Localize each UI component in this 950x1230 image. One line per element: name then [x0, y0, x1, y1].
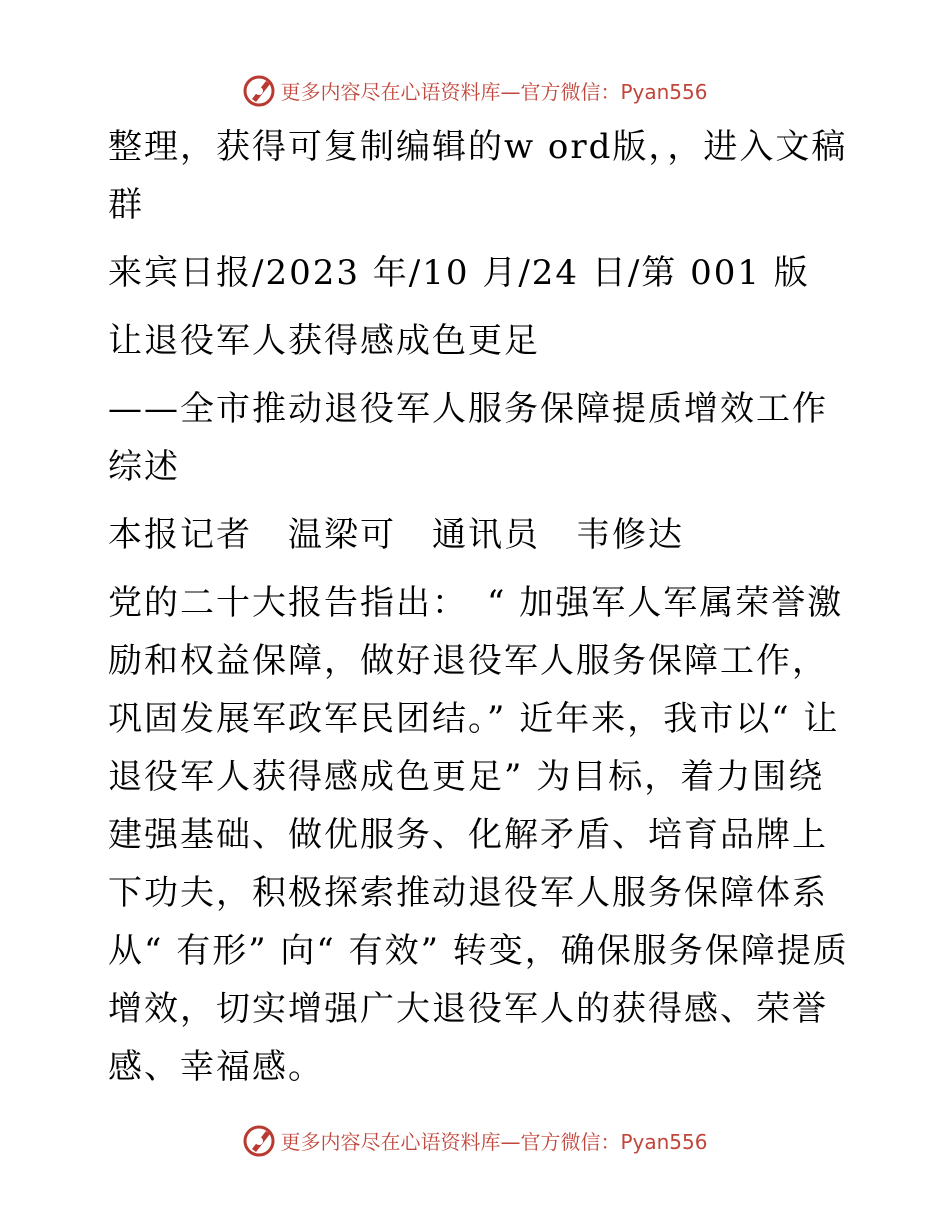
article-title: 让退役军人获得感成色更足: [108, 321, 540, 361]
source-line: 来宾日报/2023 年/10 月/24 日/第 001 版: [108, 253, 810, 293]
body-paragraph: 党的二十大报告指出： “ 加强军人军属荣誉激励和权益保障，做好退役军人服务保障工作，巩固发展军政军民团结。” 近年来，我市以“ 让退役军人获得感成色更足” 为目标，着力围绕建强基础、做优服务、化解矛盾、培育品牌上下功夫，积极探索推动退役军人服务保障体系从“ 有形” 向“ 有效” 转变，确保服务保障提质增效，切实增强广大退役军人的获得感、荣誉感、幸福感。: [108, 583, 849, 1087]
footer-banner: [0, 1120, 950, 1160]
byline: 本报记者 温梁可 通讯员 韦修达: [108, 515, 684, 555]
banner-text: 更多内容尽在心语资料库—官方微信：Pyan556: [280, 1129, 708, 1154]
document-body: [96, 118, 856, 1106]
banner-text: 更多内容尽在心语资料库—官方微信：Pyan556: [280, 79, 708, 104]
pen-logo-icon: [242, 73, 276, 107]
pen-logo-icon: [242, 1123, 276, 1157]
header-banner: [0, 70, 950, 110]
intro-line: 整理，获得可复制编辑的w ord版，，进入文稿群: [108, 127, 848, 225]
article-subtitle: ——全市推动退役军人服务保障提质增效工作综述: [108, 389, 828, 487]
